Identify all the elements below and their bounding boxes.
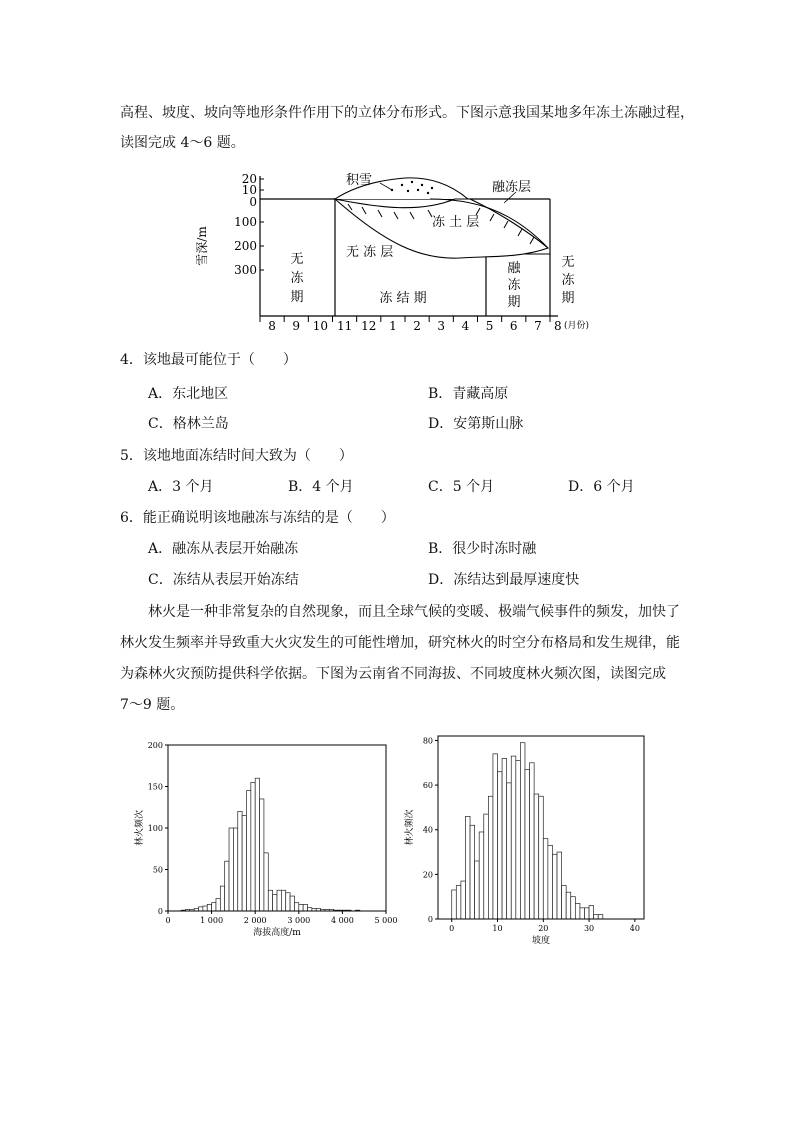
histogram-bar [498, 772, 503, 919]
histogram-bar [552, 854, 557, 919]
histogram-bar [461, 881, 466, 919]
histogram-bar [220, 886, 224, 911]
q5-option-a[interactable]: A．3 个月 [148, 479, 214, 495]
histogram-bar [502, 758, 507, 919]
histogram-bar [530, 763, 535, 919]
y-tick-label: 100 [147, 824, 163, 833]
x-axis-label: 坡度 [531, 936, 551, 945]
y-tick-label: 0 [157, 907, 163, 916]
histogram-bar [299, 904, 303, 911]
label-unfrozen: 无 冻 层 [346, 245, 394, 260]
q5-option-d[interactable]: D．6 个月 [568, 479, 635, 495]
histogram-bar [516, 761, 521, 919]
histogram-bar [475, 861, 480, 919]
month-label: 11 [336, 319, 353, 333]
histogram-bar [488, 796, 493, 919]
month-label: 7 [534, 319, 542, 333]
histogram-bar [539, 796, 544, 919]
period-unfrozen-left-3: 期 [290, 290, 304, 305]
intro-line-1: 高程、坡度、坡向等地形条件作用下的立体分布形式。下图示意我国某地多年冻土冻融过程， [120, 105, 694, 121]
x-tick-label: 10 [492, 924, 503, 933]
histogram-bar [246, 791, 250, 911]
histogram-bar [251, 782, 255, 911]
histogram-bar [260, 799, 264, 911]
histogram-bar [562, 886, 567, 919]
y-tick-label: 200 [147, 741, 163, 750]
para2-line-2: 林火发生频率并导致重大火灾发生的可能性增加，研究林火的时空分布格局和发生规律，能 [120, 635, 680, 651]
histogram-bar [557, 852, 562, 919]
y-tick-label: 40 [422, 825, 433, 835]
intro-line-2: 读图完成 4～6 题。 [120, 135, 245, 151]
y-tick-label: 80 [422, 736, 433, 746]
histogram-bar [484, 814, 489, 919]
histogram-bar [199, 907, 203, 911]
histogram-bar [294, 903, 298, 911]
depth-tick-200: 200 [234, 239, 257, 253]
q5-stem: 5．该地地面冻结时间大致为（ ） [120, 448, 353, 464]
histogram-bar [493, 754, 498, 919]
histogram-bar [255, 778, 259, 911]
period-unfrozen-right-1: 无 [561, 255, 575, 270]
x-tick-label: 5 000 [374, 916, 398, 925]
y-axis-label: 林火频次 [405, 809, 415, 846]
snow-tick-10: 10 [241, 183, 257, 197]
x-tick-label: 0 [449, 924, 455, 933]
month-label: 12 [361, 319, 377, 333]
histogram-bar [216, 899, 220, 911]
histogram-bar [479, 832, 484, 919]
y-tick-label: 50 [152, 865, 163, 875]
histogram-bar [203, 906, 207, 911]
x-tick-label: 3 000 [287, 916, 311, 925]
histogram-bar [525, 769, 530, 919]
q6-option-a[interactable]: A．融冻从表层开始融冻 [148, 541, 299, 557]
altitude-fire-histogram [128, 740, 398, 940]
para2-line-1: 林火是一种非常复杂的自然现象，而且全球气候的变暖、极端气候事件的频发，加快了 [148, 604, 680, 620]
q4-option-b[interactable]: B．青藏高原 [428, 386, 509, 402]
q4-option-d[interactable]: D．安第斯山脉 [428, 416, 524, 432]
histogram-bar [233, 828, 237, 911]
month-label: 1 [389, 319, 397, 333]
y-tick-label: 0 [427, 915, 433, 924]
q6-option-b[interactable]: B．很少时冻时融 [428, 541, 537, 557]
histogram-bar [594, 915, 599, 919]
q6-option-d[interactable]: D．冻结达到最厚速度快 [428, 572, 580, 588]
histogram-bar [589, 906, 594, 919]
month-label: 6 [509, 319, 518, 333]
histogram-bar [534, 794, 539, 919]
q5-option-b[interactable]: B．4 个月 [288, 479, 354, 495]
histogram-bar [207, 904, 211, 911]
histogram-bar [290, 896, 294, 911]
histogram-bar [268, 890, 272, 911]
y-tick-label: 60 [422, 781, 433, 791]
y-tick-label: 150 [147, 782, 163, 792]
period-unfrozen-right-2: 冻 [561, 273, 575, 288]
histogram-bar [507, 783, 512, 919]
period-unfrozen-left-2: 冻 [290, 271, 304, 286]
month-label: 5 [485, 319, 494, 333]
histogram-bar [598, 915, 603, 919]
month-label: 9 [292, 319, 301, 333]
period-frozen: 冻 结 期 [379, 291, 427, 306]
q6-stem: 6．能正确说明该地融冻与冻结的是（ ） [120, 510, 395, 526]
histogram-bar [543, 839, 548, 919]
histogram-bar [465, 816, 470, 919]
histogram-bar [456, 886, 461, 919]
slope-fire-histogram [400, 730, 660, 945]
histogram-bar [452, 890, 457, 919]
x-tick-label: 4 000 [330, 916, 354, 925]
histogram-bar [566, 892, 571, 919]
period-unfrozen-left-1: 无 [290, 252, 304, 267]
plot-frame [168, 745, 386, 911]
histogram-bar [238, 811, 242, 911]
month-label: 8 [554, 319, 562, 333]
month-label: 8 [268, 319, 276, 333]
q4-option-c[interactable]: C．格林兰岛 [148, 416, 229, 432]
month-label: 2 [413, 319, 421, 333]
histogram-bar [264, 853, 268, 911]
x-tick-label: 0 [165, 916, 171, 925]
y-axis-label: 林火频次 [135, 809, 145, 847]
histogram-bar [584, 908, 589, 919]
histogram-bar [277, 890, 281, 911]
frozen-soil-diagram [180, 168, 620, 340]
histogram-bar [470, 825, 475, 919]
histogram-bar [520, 743, 525, 919]
histogram-bar [225, 861, 229, 911]
histogram-bar [303, 904, 307, 911]
snow-tick-0: 0 [249, 195, 257, 209]
histogram-bar [575, 903, 580, 919]
depth-tick-300: 300 [234, 263, 257, 277]
histogram-bar [286, 893, 290, 911]
period-thaw-2: 冻 [507, 278, 521, 293]
month-label: 3 [437, 319, 446, 333]
depth-tick-100: 100 [234, 215, 257, 229]
para2-line-3: 为森林火灾预防提供科学依据。下图为云南省不同海拔、不同坡度林火频次图，读图完成 [120, 666, 666, 682]
x-axis-label: 海拔高度/m [253, 928, 301, 938]
month-unit: (月份) [564, 321, 590, 331]
month-label: 10 [312, 319, 329, 333]
snow-tick-20: 20 [241, 172, 257, 186]
histogram-bar [229, 828, 233, 911]
q6-option-c[interactable]: C．冻结从表层开始冻结 [148, 572, 299, 588]
q4-option-a[interactable]: A．东北地区 [148, 386, 229, 402]
x-tick-label: 30 [583, 924, 595, 933]
histogram-bar [242, 816, 246, 911]
histogram-bar [548, 845, 553, 919]
histogram-bar [212, 903, 216, 911]
histogram-bar [571, 897, 576, 919]
month-label: 4 [461, 319, 470, 333]
label-frozen-soil: 冻 土 层 [432, 215, 480, 230]
histogram-bar [281, 890, 285, 911]
para2-line-4: 7～9 题。 [120, 697, 185, 713]
x-tick-label: 20 [538, 924, 549, 933]
y-tick-label: 20 [422, 870, 433, 880]
frozen-ylabel: 雪深/m [195, 226, 209, 266]
q5-option-c[interactable]: C．5 个月 [428, 479, 495, 495]
month-axis [260, 316, 562, 333]
x-tick-label: 2 000 [243, 916, 267, 925]
period-thaw-3: 期 [507, 295, 521, 310]
histogram-bar [273, 894, 277, 911]
q4-stem: 4．该地最可能位于（ ） [120, 352, 297, 368]
label-thaw-layer: 融冻层 [492, 180, 532, 195]
period-unfrozen-right-3: 期 [561, 291, 575, 306]
x-tick-label: 40 [629, 924, 640, 933]
period-thaw-1: 融 [507, 261, 521, 276]
histogram-bar [511, 756, 516, 919]
x-tick-label: 1 000 [200, 916, 224, 925]
histogram-bar [580, 908, 585, 919]
label-snow: 积雪 [346, 173, 373, 188]
